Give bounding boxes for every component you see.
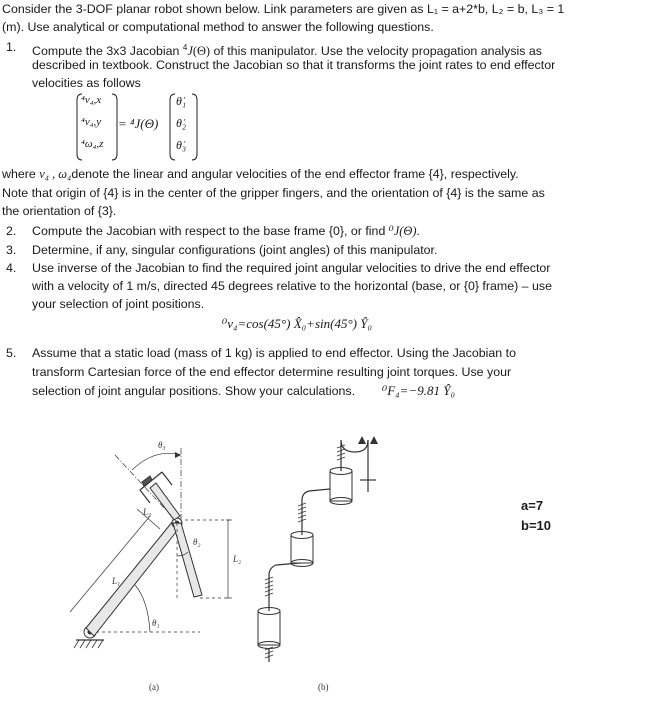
- q1-line-3: velocities as follows: [32, 76, 141, 90]
- intro-line-1: Consider the 3-DOF planar robot shown below. Link parameters are given as L₁ = a+2*b, L₂ = b, L₃ = 1: [2, 2, 565, 16]
- q1-line-1: [32, 40, 542, 59]
- q2-end: .: [416, 224, 420, 238]
- lhs-vx: ⁴v₄,x: [81, 94, 102, 106]
- param-b: b=10: [521, 518, 551, 533]
- q1-post: of this manipulator. Use the velocity propagation analysis as: [210, 44, 542, 59]
- figure-a: [70, 448, 232, 648]
- caption-a: (a): [149, 682, 159, 692]
- caption-b: (b): [318, 682, 329, 692]
- where-line-1: [2, 167, 519, 182]
- q3-line: Determine, if any, singular configurations (joint angles) of this manipulator.: [32, 243, 438, 257]
- q5-equation: ⁰F₄=−9.81 Ŷ₀: [382, 383, 455, 398]
- rhs-theta3: θ̇₃: [176, 138, 187, 152]
- q4-line-1: Use inverse of the Jacobian to find the required joint angular velocities to drive the end effector: [32, 261, 551, 275]
- q1-arg: (Θ): [192, 44, 211, 59]
- q5-number: 5.: [6, 346, 17, 360]
- q2-line: [32, 224, 420, 239]
- q4-line-2: with a velocity of 1 m/s, directed 45 degrees relative to the horizontal (base, or {0} frame) – use: [32, 279, 552, 293]
- label-theta3: θ₃: [158, 440, 166, 450]
- q3-number: 3.: [6, 243, 17, 257]
- q1-line-2: described in textbook. Construct the Jacobian so that it transforms the joint rates to end effector: [32, 58, 556, 72]
- param-a: a=7: [521, 498, 544, 513]
- lhs-vy: ⁴v₄,y: [81, 116, 102, 128]
- intro-line-2: (m). Use analytical or computational method to answer the following questions.: [2, 20, 434, 34]
- q5-line-1: Assume that a static load (mass of 1 kg) is applied to end effector. Using the Jacobian to: [32, 346, 516, 360]
- q5-line-2: transform Cartesian force of the end effector determine resulting joint torques. Use your: [32, 365, 512, 379]
- q2-expr: ⁰J(Θ): [388, 224, 417, 238]
- q1-number: 1.: [6, 40, 17, 54]
- label-L2: L₂: [233, 554, 242, 564]
- where-line-3: the orientation of {3}.: [2, 204, 117, 218]
- label-L1: L₁: [112, 576, 121, 586]
- q4-equation: ⁰v₄=cos(45°) X̂₀+sin(45°) Ŷ₀: [222, 316, 372, 331]
- where-pre: where: [2, 167, 40, 181]
- label-L3: L₃: [143, 507, 152, 517]
- rhs-theta2: θ̇₂: [176, 116, 187, 130]
- q4-number: 4.: [6, 261, 17, 275]
- where-line-2: Note that origin of {4} is in the center of the gripper fingers, and the orientation of {4} is the same as: [2, 186, 545, 200]
- q1-jac: J: [187, 44, 193, 59]
- label-theta1: θ₁: [152, 618, 160, 628]
- q1-pre: Compute the 3x3 Jacobian: [32, 44, 183, 59]
- rhs-theta1: θ̇₁: [176, 94, 187, 108]
- label-theta2: θ₂: [193, 537, 201, 547]
- q4-line-3: your selection of joint positions.: [32, 297, 205, 311]
- robot-figure: [0, 420, 655, 708]
- q2-number: 2.: [6, 224, 17, 238]
- figure-b: [258, 436, 378, 662]
- where-vars: v₄ , ω₄: [39, 167, 72, 181]
- matrix-mid: = ⁴J(Θ): [118, 116, 159, 131]
- where-post: denote the linear and angular velocities of the end effector frame {4}, respectively.: [71, 167, 519, 181]
- q5-line-3: selection of joint angular positions. Show your calculations.: [32, 384, 356, 398]
- q1-sup: 4: [182, 43, 188, 52]
- q2-text: Compute the Jacobian with respect to the base frame {0}, or find: [32, 224, 389, 238]
- lhs-wz: ⁴ω₄,z: [81, 138, 104, 150]
